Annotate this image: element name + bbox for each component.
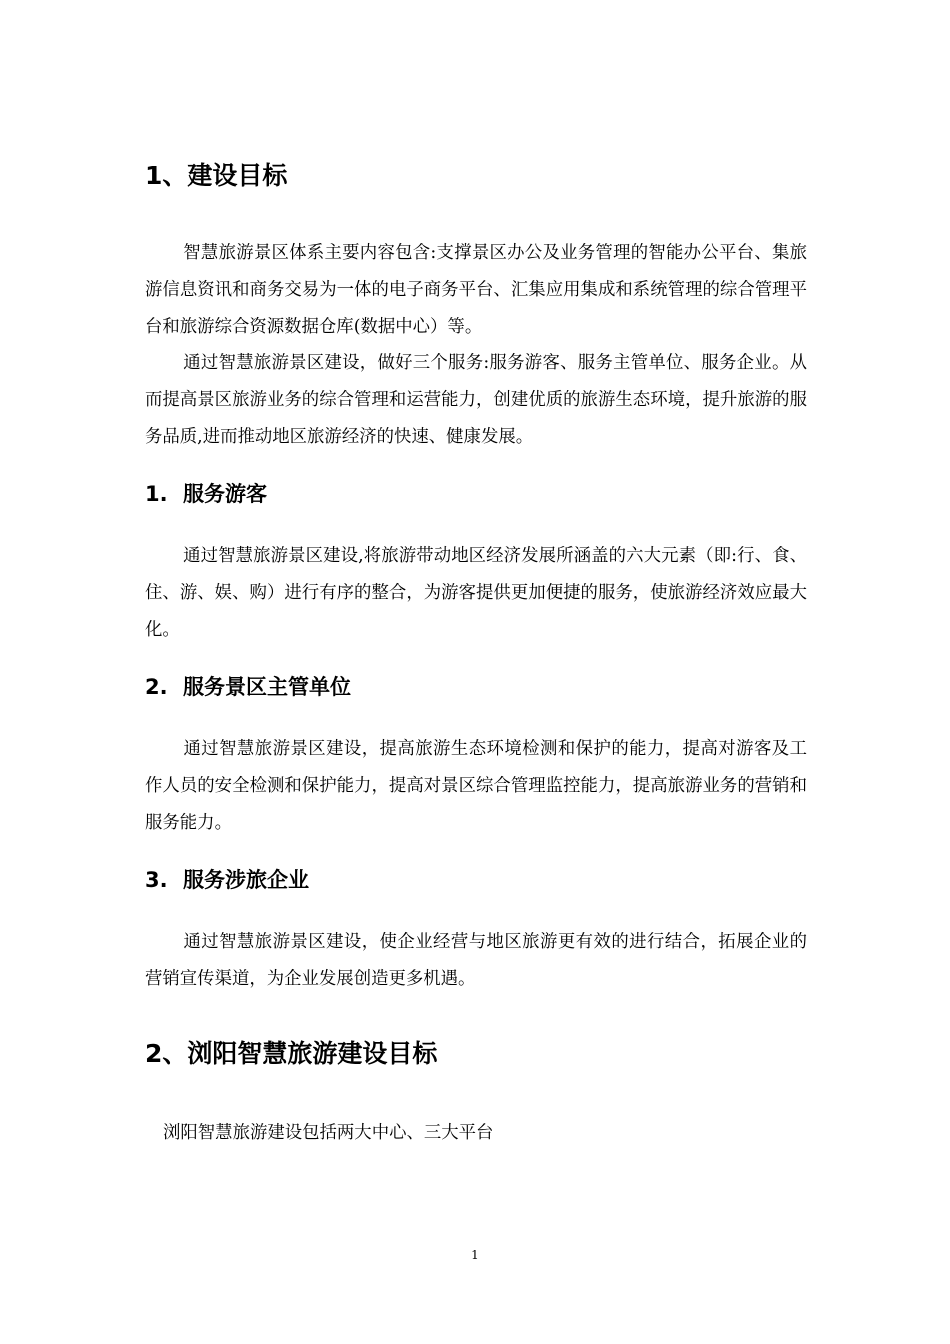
section-2-heading: 2、浏阳智慧旅游建设目标 bbox=[145, 1039, 438, 1068]
subsection-1-paragraph: 通过智慧旅游景区建设,将旅游带动地区经济发展所涵盖的六大元素（即:行、食、住、游、娱、购）进行有序的整合，为游客提供更加便捷的服务，使旅游经济效应最大化。 bbox=[145, 546, 807, 640]
section-1-heading: 1、建设目标 bbox=[145, 161, 288, 190]
subsection-2-paragraph: 通过智慧旅游景区建设，提高旅游生态环境检测和保护的能力，提高对游客及工作人员的安全检测和保护能力，提高对景区综合管理监控能力，提高旅游业务的营销和服务能力。 bbox=[145, 739, 807, 833]
page-number: 1 bbox=[471, 1248, 479, 1262]
subsection-3-paragraph: 通过智慧旅游景区建设，使企业经营与地区旅游更有效的进行结合，拓展企业的营销宣传渠道，为企业发展创造更多机遇。 bbox=[145, 932, 807, 989]
subsection-3-heading: 3. 服务涉旅企业 bbox=[145, 868, 309, 892]
subsection-2-heading: 2. 服务景区主管单位 bbox=[145, 675, 351, 699]
section-1-paragraph-2: 通过智慧旅游景区建设，做好三个服务:服务游客、服务主管单位、服务企业。从而提高景区旅游业务的综合管理和运营能力，创建优质的旅游生态环境，提升旅游的服务品质,进而推动地区旅游经济的快速、健康发展。 bbox=[145, 353, 807, 447]
section-2-paragraph: 浏阳智慧旅游建设包括两大中心、三大平台 bbox=[163, 1123, 494, 1143]
subsection-1-heading: 1. 服务游客 bbox=[145, 482, 267, 506]
section-1-paragraph-1: 智慧旅游景区体系主要内容包含:支撑景区办公及业务管理的智能办公平台、集旅游信息资讯和商务交易为一体的电子商务平台、汇集应用集成和系统管理的综合管理平台和旅游综合资源数据仓库(数据中心）等。 bbox=[145, 243, 807, 337]
